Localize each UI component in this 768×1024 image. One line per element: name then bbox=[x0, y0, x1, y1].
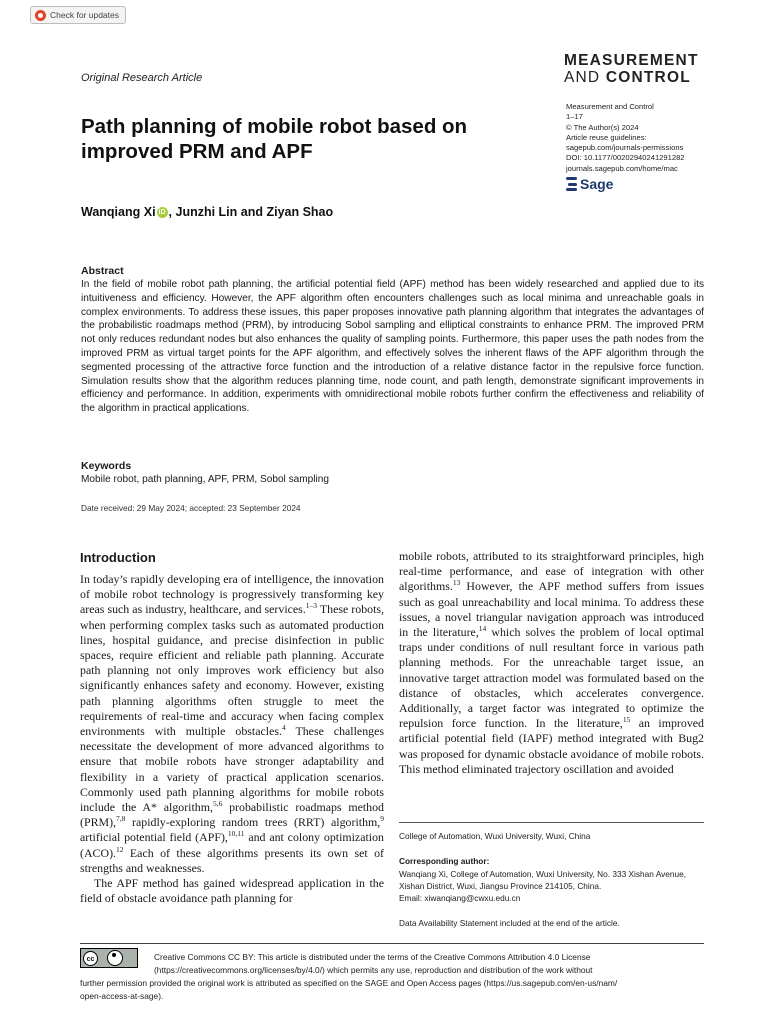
citation[interactable]: 12 bbox=[116, 844, 124, 854]
license-text bbox=[80, 951, 704, 1003]
paragraph: mobile robots, attributed to its straightforward principles, high real-time performance, and ease of integration with other algorithms.$^{13}$ However, the APF method suffers from issues such as goal unreachability and local minima. To address these issues, a novel triangular navigation approach was introduced in the literature,$^{14}$ which solves the problem of local optimal traps under conditions of null resultant force in various path planning methods. For the unreachable target issue, an innovative target attraction model was formulated based on the distance of obstacles, which accelerates convergence. Additionally, a target factor was integrated to optimize the repulsion force function. In the literature,$^{15}$ an improved artificial potential field (IAPF) method integrated with Bug2 was proposed for dynamic obstacle avoidance of mobile robots. This method eliminated trajectory oscillation and avoided bbox=[399, 549, 705, 776]
check-updates-icon bbox=[35, 10, 46, 21]
sage-logo bbox=[566, 176, 613, 192]
journal-logo-line2: AND CONTROL bbox=[564, 69, 691, 86]
cc-by-badge[interactable] bbox=[80, 948, 138, 968]
abstract-text: In the field of mobile robot path planning, the artificial potential field (APF) method has been widely researched and applied due to its intuitiveness and efficiency. However, the APF algorithm often encounters challenges such as local minima and unreachable goals in complex environments. To address these issues, this paper proposes innovative path planning algorithm that integrates the advantages of the probabilistic roadmaps method (PRM), by introducing Sobol sampling and elliptical constraints to enhance PRM. The improved PRM not only reduces redundant nodes but also enhances the quality of sampling points. Furthermore, this paper uses the path nodes from the improved PRM as virtual target points for the APF algorithm, and effectively solves the inherent flaws of the APF algorithm through the segmented processing of the attractive force function and the introduction of a relative distance factor in the repulsive force function. Simulation results show that the algorithm reduces planning time, node count, and path length, demonstrate significant improvements in efficiency and performance. In addition, experiments with omnidirectional mobile robots further confirm the effectiveness and reliability of the algorithm in practical applications. bbox=[81, 279, 704, 415]
affiliation: College of Automation, Wuxi University, Wuxi, China bbox=[399, 831, 591, 841]
body-column-left bbox=[80, 572, 384, 906]
corresponding-author-heading: Corresponding author: bbox=[399, 856, 490, 866]
check-updates-label: Check for updates bbox=[50, 10, 119, 20]
citation[interactable]: 7,8 bbox=[116, 814, 126, 824]
journal-logo-line1: MEASUREMENT bbox=[564, 52, 699, 69]
meta-copyright: © The Author(s) 2024 bbox=[566, 122, 639, 132]
author-rest: , Junzhi Lin and Ziyan Shao bbox=[168, 205, 334, 219]
author-first: Wanqiang Xi bbox=[81, 205, 156, 219]
data-availability: Data Availability Statement included at the end of the article. bbox=[399, 918, 620, 928]
body-column-right bbox=[399, 549, 704, 777]
citation[interactable]: 13 bbox=[452, 578, 461, 588]
citation[interactable]: 15 bbox=[622, 715, 631, 725]
meta-doi[interactable]: DOI: 10.1177/00202940241291282 bbox=[566, 153, 685, 163]
license-line-4: open-access-at-sage). bbox=[80, 991, 164, 1001]
meta-journal-link[interactable]: journals.sagepub.com/home/mac bbox=[566, 163, 678, 173]
meta-reuse: Article reuse guidelines: bbox=[566, 132, 647, 142]
attribution-icon bbox=[107, 950, 123, 966]
check-for-updates-button[interactable] bbox=[30, 6, 126, 24]
citation[interactable]: 10,11 bbox=[227, 829, 245, 839]
citation[interactable]: 14 bbox=[478, 624, 487, 634]
creative-commons-icon: cc bbox=[83, 951, 98, 966]
article-type: Original Research Article bbox=[81, 72, 203, 84]
sage-icon bbox=[566, 177, 577, 191]
license-divider bbox=[80, 943, 704, 944]
author-list bbox=[81, 205, 333, 219]
citation[interactable]: 4 bbox=[281, 723, 286, 733]
sage-label: Sage bbox=[580, 176, 614, 192]
paragraph: The APF method has gained widespread application in the field of obstacle avoidance path planning for bbox=[80, 876, 384, 906]
journal-logo bbox=[564, 52, 704, 86]
corresponding-address: Wanqiang Xi, College of Automation, Wuxi University, No. 333 Xishan Avenue, Xishan District, Wuxi, Jiangsu Province 214105, China. bbox=[399, 869, 687, 891]
keywords-text: Mobile robot, path planning, APF, PRM, Sobol sampling bbox=[81, 474, 329, 485]
corresponding-author bbox=[399, 868, 704, 904]
license-line-3[interactable]: further permission provided the original work is attributed as specified on the SAGE and Open Access pages (https://us.sagepub.com/en-us/nam/ bbox=[80, 978, 618, 988]
citation[interactable]: 1–3 bbox=[305, 601, 318, 611]
citation[interactable]: 9 bbox=[380, 814, 384, 824]
paragraph: In today’s rapidly developing era of intelligence, the innovation of mobile robot technology is progressively transforming key areas such as industry, healthcare, and services.$^{1-3}$ These robots, when performing complex tasks such as automated production lines, hospital guidance, and precise disinfection in public spaces, require efficient and reliable path planning. Accurate path planning not only improves work efficiency but also significantly enhances safety and economy. However, existing path planning algorithms often struggle to meet the requirements of real-time and accuracy when facing complex environments with multiple obstacles.$^4$ These challenges necessitate the development of more advanced algorithms to ensure that mobile robots have stronger adaptability and flexibility in a variety of practical application scenarios. Commonly used path planning algorithms for mobile robots include the A* algorithm,$^{5,6}$ probabilistic roadmaps method (PRM),$^{7,8}$ rapidly-exploring random trees (RRT) algorithm,$^9$ artificial potential field (APF),$^{10,11}$ and ant colony optimization (ACO).$^{12}$ Each of these algorithms presents its own set of strengths and weaknesses. bbox=[80, 572, 385, 875]
meta-journal: Measurement and Control bbox=[566, 102, 654, 111]
license-line-2[interactable]: (https://creativecommons.org/licenses/by/4.0/) which permits any use, reproduction and distribution of the work without bbox=[154, 965, 593, 975]
abstract-heading: Abstract bbox=[81, 265, 124, 277]
license-line-1: Creative Commons CC BY: This article is distributed under the terms of the Creative Commons Attribution 4.0 License bbox=[154, 952, 591, 962]
introduction-heading: Introduction bbox=[80, 550, 156, 565]
date-received: Date received: 29 May 2024; accepted: 23 September 2024 bbox=[81, 503, 301, 513]
orcid-icon[interactable]: iD bbox=[158, 208, 166, 216]
keywords-heading: Keywords bbox=[81, 460, 132, 472]
citation[interactable]: 5,6 bbox=[212, 799, 223, 809]
publication-meta bbox=[566, 102, 685, 174]
footnote-divider bbox=[399, 822, 704, 823]
meta-pages: 1–17 bbox=[566, 112, 583, 122]
article-title: Path planning of mobile robot based on improved PRM and APF bbox=[81, 115, 468, 163]
corresponding-email[interactable]: Email: xiwanqiang@cwxu.edu.cn bbox=[399, 893, 521, 903]
meta-permissions-link[interactable]: sagepub.com/journals-permissions bbox=[566, 143, 684, 153]
